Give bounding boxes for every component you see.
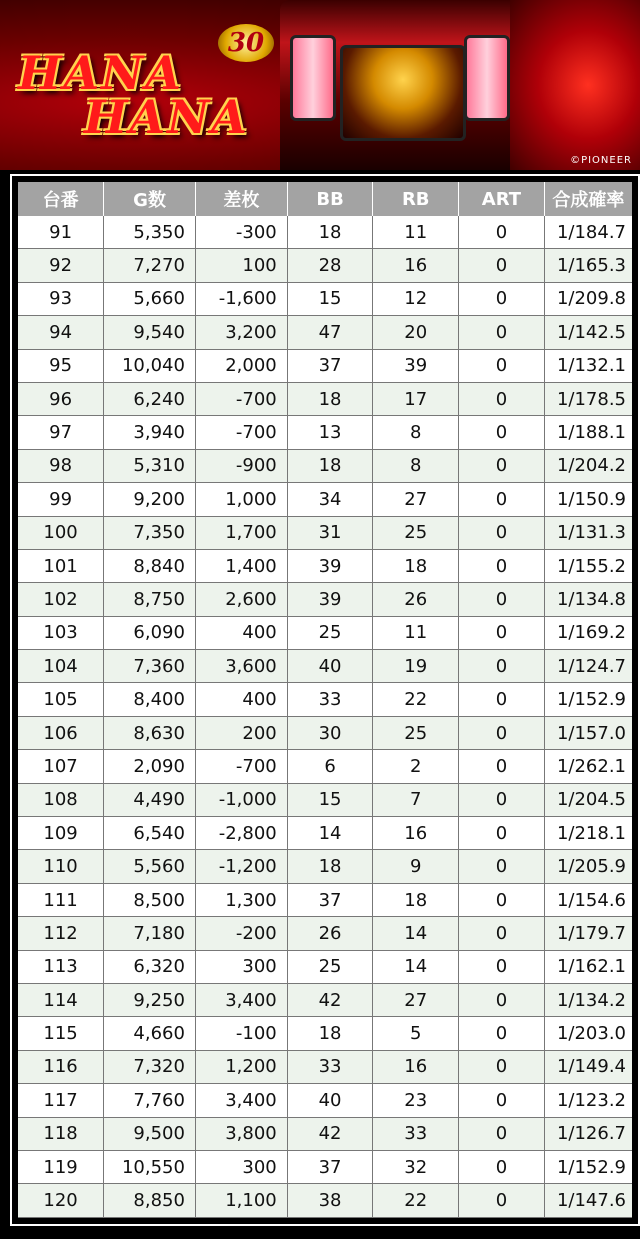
bb-cell: 14 — [287, 817, 373, 850]
table-row — [18, 516, 632, 549]
bb-cell: 40 — [287, 650, 373, 683]
unit-number-cell: 91 — [18, 216, 104, 249]
bb-cell: 37 — [287, 1150, 373, 1183]
games-cell: 6,540 — [104, 817, 196, 850]
col-games-header: G数 — [104, 182, 196, 216]
probability-cell: 1/165.3 — [544, 249, 632, 282]
rb-cell: 17 — [373, 382, 459, 415]
table-row — [18, 1017, 632, 1050]
art-cell: 0 — [459, 449, 545, 482]
rb-cell: 11 — [373, 616, 459, 649]
col-bb-header: BB — [287, 182, 373, 216]
unit-number-cell: 93 — [18, 282, 104, 315]
bb-cell: 25 — [287, 616, 373, 649]
games-cell: 5,660 — [104, 282, 196, 315]
table-row — [18, 216, 632, 249]
games-cell: 10,550 — [104, 1150, 196, 1183]
unit-number-cell: 94 — [18, 316, 104, 349]
art-cell: 0 — [459, 549, 545, 582]
unit-number-cell: 99 — [18, 483, 104, 516]
diff-cell: 3,200 — [195, 316, 287, 349]
copyright-text: ©PIONEER — [570, 155, 632, 166]
unit-number-cell: 112 — [18, 917, 104, 950]
games-cell: 7,760 — [104, 1084, 196, 1117]
right-lamp — [464, 35, 510, 121]
table-row — [18, 683, 632, 716]
probability-cell: 1/134.8 — [544, 583, 632, 616]
rb-cell: 14 — [373, 950, 459, 983]
rb-cell: 32 — [373, 1150, 459, 1183]
data-table-frame — [10, 174, 640, 1226]
probability-cell: 1/178.5 — [544, 382, 632, 415]
table-body — [18, 216, 632, 1217]
diff-cell: 3,400 — [195, 983, 287, 1016]
rb-cell: 14 — [373, 917, 459, 950]
crown-panel — [340, 45, 466, 141]
probability-cell: 1/134.2 — [544, 983, 632, 1016]
table-row — [18, 349, 632, 382]
bb-cell: 40 — [287, 1084, 373, 1117]
bb-cell: 15 — [287, 282, 373, 315]
art-cell: 0 — [459, 950, 545, 983]
rb-cell: 26 — [373, 583, 459, 616]
probability-cell: 1/205.9 — [544, 850, 632, 883]
diff-cell: 3,600 — [195, 650, 287, 683]
games-cell: 8,630 — [104, 716, 196, 749]
diff-cell: 3,800 — [195, 1117, 287, 1150]
rb-cell: 16 — [373, 817, 459, 850]
unit-number-cell: 119 — [18, 1150, 104, 1183]
diff-cell: 1,000 — [195, 483, 287, 516]
table-row — [18, 1084, 632, 1117]
diff-cell: -300 — [195, 216, 287, 249]
probability-cell: 1/150.9 — [544, 483, 632, 516]
diff-cell: 200 — [195, 716, 287, 749]
unit-number-cell: 113 — [18, 950, 104, 983]
games-cell: 8,850 — [104, 1184, 196, 1217]
probability-cell: 1/209.8 — [544, 282, 632, 315]
games-cell: 7,180 — [104, 917, 196, 950]
games-cell: 7,350 — [104, 516, 196, 549]
unit-number-cell: 117 — [18, 1084, 104, 1117]
diff-cell: 1,400 — [195, 549, 287, 582]
unit-number-cell: 97 — [18, 416, 104, 449]
anniversary-badge: 30 — [218, 24, 274, 62]
bb-cell: 33 — [287, 683, 373, 716]
probability-cell: 1/152.9 — [544, 1150, 632, 1183]
bb-cell: 37 — [287, 349, 373, 382]
art-cell: 0 — [459, 716, 545, 749]
unit-number-cell: 106 — [18, 716, 104, 749]
bb-cell: 31 — [287, 516, 373, 549]
games-cell: 9,500 — [104, 1117, 196, 1150]
table-row — [18, 716, 632, 749]
rb-cell: 39 — [373, 349, 459, 382]
col-art-header: ART — [459, 182, 545, 216]
art-cell: 0 — [459, 516, 545, 549]
diff-cell: 1,300 — [195, 883, 287, 916]
rb-cell: 12 — [373, 282, 459, 315]
unit-number-cell: 111 — [18, 883, 104, 916]
diff-cell: 300 — [195, 950, 287, 983]
probability-cell: 1/126.7 — [544, 1117, 632, 1150]
diff-cell: 1,700 — [195, 516, 287, 549]
bb-cell: 18 — [287, 1017, 373, 1050]
bb-cell: 18 — [287, 850, 373, 883]
probability-cell: 1/155.2 — [544, 549, 632, 582]
unit-number-cell: 114 — [18, 983, 104, 1016]
diff-cell: -1,000 — [195, 783, 287, 816]
rb-cell: 20 — [373, 316, 459, 349]
probability-cell: 1/184.7 — [544, 216, 632, 249]
art-cell: 0 — [459, 783, 545, 816]
unit-number-cell: 103 — [18, 616, 104, 649]
col-unit-number-header: 台番 — [18, 182, 104, 216]
rb-cell: 22 — [373, 1184, 459, 1217]
art-cell: 0 — [459, 1184, 545, 1217]
rb-cell: 33 — [373, 1117, 459, 1150]
games-cell: 3,940 — [104, 416, 196, 449]
unit-number-cell: 92 — [18, 249, 104, 282]
table-row — [18, 583, 632, 616]
rb-cell: 2 — [373, 750, 459, 783]
games-cell: 4,660 — [104, 1017, 196, 1050]
header-banner — [0, 0, 640, 170]
table-row — [18, 1184, 632, 1217]
diff-cell: 400 — [195, 683, 287, 716]
table-row — [18, 1150, 632, 1183]
diff-cell: 400 — [195, 616, 287, 649]
bb-cell: 6 — [287, 750, 373, 783]
hibiscus-decoration — [510, 0, 640, 170]
bb-cell: 18 — [287, 216, 373, 249]
art-cell: 0 — [459, 382, 545, 415]
bb-cell: 47 — [287, 316, 373, 349]
games-cell: 8,840 — [104, 549, 196, 582]
games-cell: 10,040 — [104, 349, 196, 382]
art-cell: 0 — [459, 483, 545, 516]
diff-cell: 1,100 — [195, 1184, 287, 1217]
games-cell: 9,540 — [104, 316, 196, 349]
diff-cell: -1,600 — [195, 282, 287, 315]
diff-cell: 300 — [195, 1150, 287, 1183]
games-cell: 7,360 — [104, 650, 196, 683]
games-cell: 8,400 — [104, 683, 196, 716]
table-row — [18, 950, 632, 983]
unit-number-cell: 107 — [18, 750, 104, 783]
games-cell: 7,320 — [104, 1050, 196, 1083]
rb-cell: 25 — [373, 716, 459, 749]
probability-cell: 1/157.0 — [544, 716, 632, 749]
art-cell: 0 — [459, 282, 545, 315]
probability-cell: 1/154.6 — [544, 883, 632, 916]
art-cell: 0 — [459, 883, 545, 916]
diff-cell: -100 — [195, 1017, 287, 1050]
probability-cell: 1/142.5 — [544, 316, 632, 349]
table-row — [18, 282, 632, 315]
rb-cell: 18 — [373, 549, 459, 582]
bb-cell: 33 — [287, 1050, 373, 1083]
art-cell: 0 — [459, 1150, 545, 1183]
logo-line1: HANA — [18, 46, 183, 100]
games-cell: 6,320 — [104, 950, 196, 983]
diff-cell: 2,000 — [195, 349, 287, 382]
art-cell: 0 — [459, 917, 545, 950]
unit-number-cell: 115 — [18, 1017, 104, 1050]
bb-cell: 39 — [287, 549, 373, 582]
games-cell: 2,090 — [104, 750, 196, 783]
table-row — [18, 616, 632, 649]
art-cell: 0 — [459, 850, 545, 883]
art-cell: 0 — [459, 1084, 545, 1117]
probability-cell: 1/262.1 — [544, 750, 632, 783]
table-row — [18, 1050, 632, 1083]
rb-cell: 18 — [373, 883, 459, 916]
unit-number-cell: 118 — [18, 1117, 104, 1150]
bb-cell: 25 — [287, 950, 373, 983]
games-cell: 7,270 — [104, 249, 196, 282]
unit-number-cell: 104 — [18, 650, 104, 683]
art-cell: 0 — [459, 817, 545, 850]
col-probability-header: 合成確率 — [544, 182, 632, 216]
bb-cell: 38 — [287, 1184, 373, 1217]
rb-cell: 16 — [373, 249, 459, 282]
probability-cell: 1/188.1 — [544, 416, 632, 449]
unit-number-cell: 120 — [18, 1184, 104, 1217]
art-cell: 0 — [459, 249, 545, 282]
rb-cell: 19 — [373, 650, 459, 683]
unit-number-cell: 96 — [18, 382, 104, 415]
probability-cell: 1/169.2 — [544, 616, 632, 649]
games-cell: 9,200 — [104, 483, 196, 516]
rb-cell: 9 — [373, 850, 459, 883]
table-row — [18, 449, 632, 482]
diff-cell: -700 — [195, 416, 287, 449]
probability-cell: 1/147.6 — [544, 1184, 632, 1217]
diff-cell: -700 — [195, 382, 287, 415]
bb-cell: 18 — [287, 382, 373, 415]
probability-cell: 1/152.9 — [544, 683, 632, 716]
unit-number-cell: 109 — [18, 817, 104, 850]
bb-cell: 34 — [287, 483, 373, 516]
table-row — [18, 249, 632, 282]
diff-cell: -700 — [195, 750, 287, 783]
games-cell: 8,500 — [104, 883, 196, 916]
rb-cell: 25 — [373, 516, 459, 549]
bb-cell: 39 — [287, 583, 373, 616]
bb-cell: 15 — [287, 783, 373, 816]
diff-cell: -900 — [195, 449, 287, 482]
rb-cell: 23 — [373, 1084, 459, 1117]
diff-cell: 2,600 — [195, 583, 287, 616]
art-cell: 0 — [459, 1017, 545, 1050]
diff-cell: -1,200 — [195, 850, 287, 883]
probability-cell: 1/179.7 — [544, 917, 632, 950]
art-cell: 0 — [459, 216, 545, 249]
probability-cell: 1/131.3 — [544, 516, 632, 549]
col-diff-header: 差枚 — [195, 182, 287, 216]
bb-cell: 37 — [287, 883, 373, 916]
table-row — [18, 850, 632, 883]
slot-machine-image — [280, 0, 520, 170]
hanahana-logo — [14, 46, 284, 156]
probability-cell: 1/132.1 — [544, 349, 632, 382]
unit-number-cell: 102 — [18, 583, 104, 616]
probability-cell: 1/204.5 — [544, 783, 632, 816]
rb-cell: 8 — [373, 449, 459, 482]
art-cell: 0 — [459, 750, 545, 783]
diff-cell: -200 — [195, 917, 287, 950]
bb-cell: 42 — [287, 1117, 373, 1150]
games-cell: 5,560 — [104, 850, 196, 883]
table-row — [18, 883, 632, 916]
unit-number-cell: 101 — [18, 549, 104, 582]
games-cell: 5,310 — [104, 449, 196, 482]
table-row — [18, 650, 632, 683]
games-cell: 6,090 — [104, 616, 196, 649]
probability-cell: 1/149.4 — [544, 1050, 632, 1083]
table-row — [18, 817, 632, 850]
unit-number-cell: 100 — [18, 516, 104, 549]
diff-cell: 1,200 — [195, 1050, 287, 1083]
games-cell: 5,350 — [104, 216, 196, 249]
table-row — [18, 416, 632, 449]
table-row — [18, 983, 632, 1016]
rb-cell: 8 — [373, 416, 459, 449]
probability-cell: 1/162.1 — [544, 950, 632, 983]
table-row — [18, 917, 632, 950]
bb-cell: 42 — [287, 983, 373, 1016]
art-cell: 0 — [459, 1050, 545, 1083]
rb-cell: 16 — [373, 1050, 459, 1083]
probability-cell: 1/218.1 — [544, 817, 632, 850]
rb-cell: 7 — [373, 783, 459, 816]
probability-cell: 1/123.2 — [544, 1084, 632, 1117]
art-cell: 0 — [459, 349, 545, 382]
table-row — [18, 1117, 632, 1150]
unit-number-cell: 110 — [18, 850, 104, 883]
diff-cell: -2,800 — [195, 817, 287, 850]
unit-number-cell: 108 — [18, 783, 104, 816]
probability-cell: 1/124.7 — [544, 650, 632, 683]
art-cell: 0 — [459, 316, 545, 349]
rb-cell: 22 — [373, 683, 459, 716]
art-cell: 0 — [459, 583, 545, 616]
bb-cell: 30 — [287, 716, 373, 749]
games-cell: 6,240 — [104, 382, 196, 415]
rb-cell: 5 — [373, 1017, 459, 1050]
machine-data-table — [18, 182, 632, 1218]
unit-number-cell: 98 — [18, 449, 104, 482]
logo-line2: HANA — [84, 90, 249, 144]
games-cell: 4,490 — [104, 783, 196, 816]
diff-cell: 3,400 — [195, 1084, 287, 1117]
rb-cell: 11 — [373, 216, 459, 249]
art-cell: 0 — [459, 1117, 545, 1150]
bb-cell: 28 — [287, 249, 373, 282]
rb-cell: 27 — [373, 983, 459, 1016]
unit-number-cell: 95 — [18, 349, 104, 382]
table-row — [18, 549, 632, 582]
diff-cell: 100 — [195, 249, 287, 282]
table-header-row — [18, 182, 632, 216]
table-row — [18, 483, 632, 516]
col-rb-header: RB — [373, 182, 459, 216]
art-cell: 0 — [459, 683, 545, 716]
art-cell: 0 — [459, 416, 545, 449]
probability-cell: 1/203.0 — [544, 1017, 632, 1050]
art-cell: 0 — [459, 616, 545, 649]
unit-number-cell: 116 — [18, 1050, 104, 1083]
unit-number-cell: 105 — [18, 683, 104, 716]
art-cell: 0 — [459, 983, 545, 1016]
games-cell: 8,750 — [104, 583, 196, 616]
table-row — [18, 783, 632, 816]
bb-cell: 26 — [287, 917, 373, 950]
table-row — [18, 382, 632, 415]
bb-cell: 18 — [287, 449, 373, 482]
rb-cell: 27 — [373, 483, 459, 516]
table-row — [18, 750, 632, 783]
left-lamp — [290, 35, 336, 121]
games-cell: 9,250 — [104, 983, 196, 1016]
bb-cell: 13 — [287, 416, 373, 449]
probability-cell: 1/204.2 — [544, 449, 632, 482]
art-cell: 0 — [459, 650, 545, 683]
table-row — [18, 316, 632, 349]
